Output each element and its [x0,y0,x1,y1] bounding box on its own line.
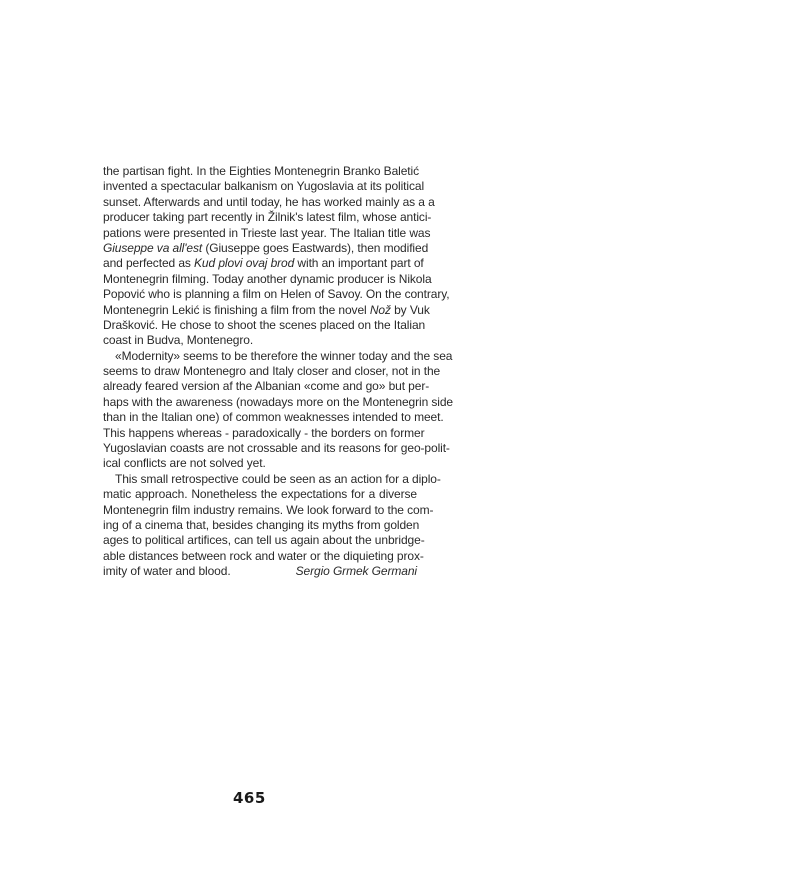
text-segment: and perfected as [103,256,195,271]
novel-title-italic: Nož [369,302,391,317]
text-segment: by Vuk [390,302,430,317]
text-line: coast in Budva, Montenegro. [103,333,254,348]
text-line: able distances between rock and water or the diquieting prox- [103,548,424,563]
text-line: Montenegrin film industry remains. We look forward to the com- [103,502,434,517]
text-line: Yugoslavian coasts are not crossable and its reasons for geo-polit- [103,441,450,456]
text-line: seems to draw Montenegro and Italy closer and closer, not in the [103,364,441,379]
text-line: ages to political artifices, can tell us again about the unbridge- [103,533,425,548]
text-line: matic approach. Nonetheless the expectations for a diverse [103,487,417,502]
text-line: «Modernity» seems to be therefore the winner today and the sea [115,348,453,363]
text-segment: (Giuseppe goes Eastwards), then modified [202,240,429,255]
text-line: This happens whereas - paradoxically - the borders on former [103,425,425,440]
text-line: ing of a cinema that, besides changing its myths from golden [103,517,420,532]
text-line: Drašković. He chose to shoot the scenes placed on the Italian [103,317,426,332]
paragraph-3 [103,471,441,580]
film-title-italic: Giuseppe va all'est [103,240,203,255]
text-line: the partisan fight. In the Eighties Montenegrin Branko Baletić [103,164,419,178]
text-line [103,256,424,271]
text-line: already feared version af the Albanian «come and go» but per- [103,379,430,394]
text-line: haps with the awareness (nowadays more on the Montenegrin side [103,394,454,409]
text-line: than in the Italian one) of common weaknesses intended to meet. [103,410,444,425]
text-line: invented a spectacular balkanism on Yugoslavia at its political [103,179,425,194]
article-text-column [103,164,454,580]
text-line: ical conflicts are not solved yet. [103,456,266,471]
closing-line [103,564,417,579]
author-signature: Sergio Grmek Germani [295,564,417,579]
text-line [103,302,430,318]
text-line: Montenegrin filming. Today another dynamic producer is Nikola [103,271,432,286]
paragraph-1 [103,164,450,349]
text-line [103,240,429,256]
paragraph-2 [103,348,454,472]
text-line: sunset. Afterwards and until today, he has worked mainly as a a [103,194,435,209]
text-line: pations were presented in Trieste last year. The Italian title was [103,225,431,240]
text-segment: Montenegrin Lekić is finishing a film from the novel [103,302,370,317]
text-line: This small retrospective could be seen as an action for a diplo- [115,471,441,486]
text-line: producer taking part recently in Žilnik's latest film, whose antici- [103,210,432,225]
text-segment: with an important part of [294,256,424,271]
text-line: Popović who is planning a film on Helen of Savoy. On the contrary, [103,287,450,302]
film-title-italic: Kud plovi ovaj brod [194,256,295,271]
text-segment: imity of water and blood. [103,564,231,579]
page-number: 465 [233,789,266,807]
